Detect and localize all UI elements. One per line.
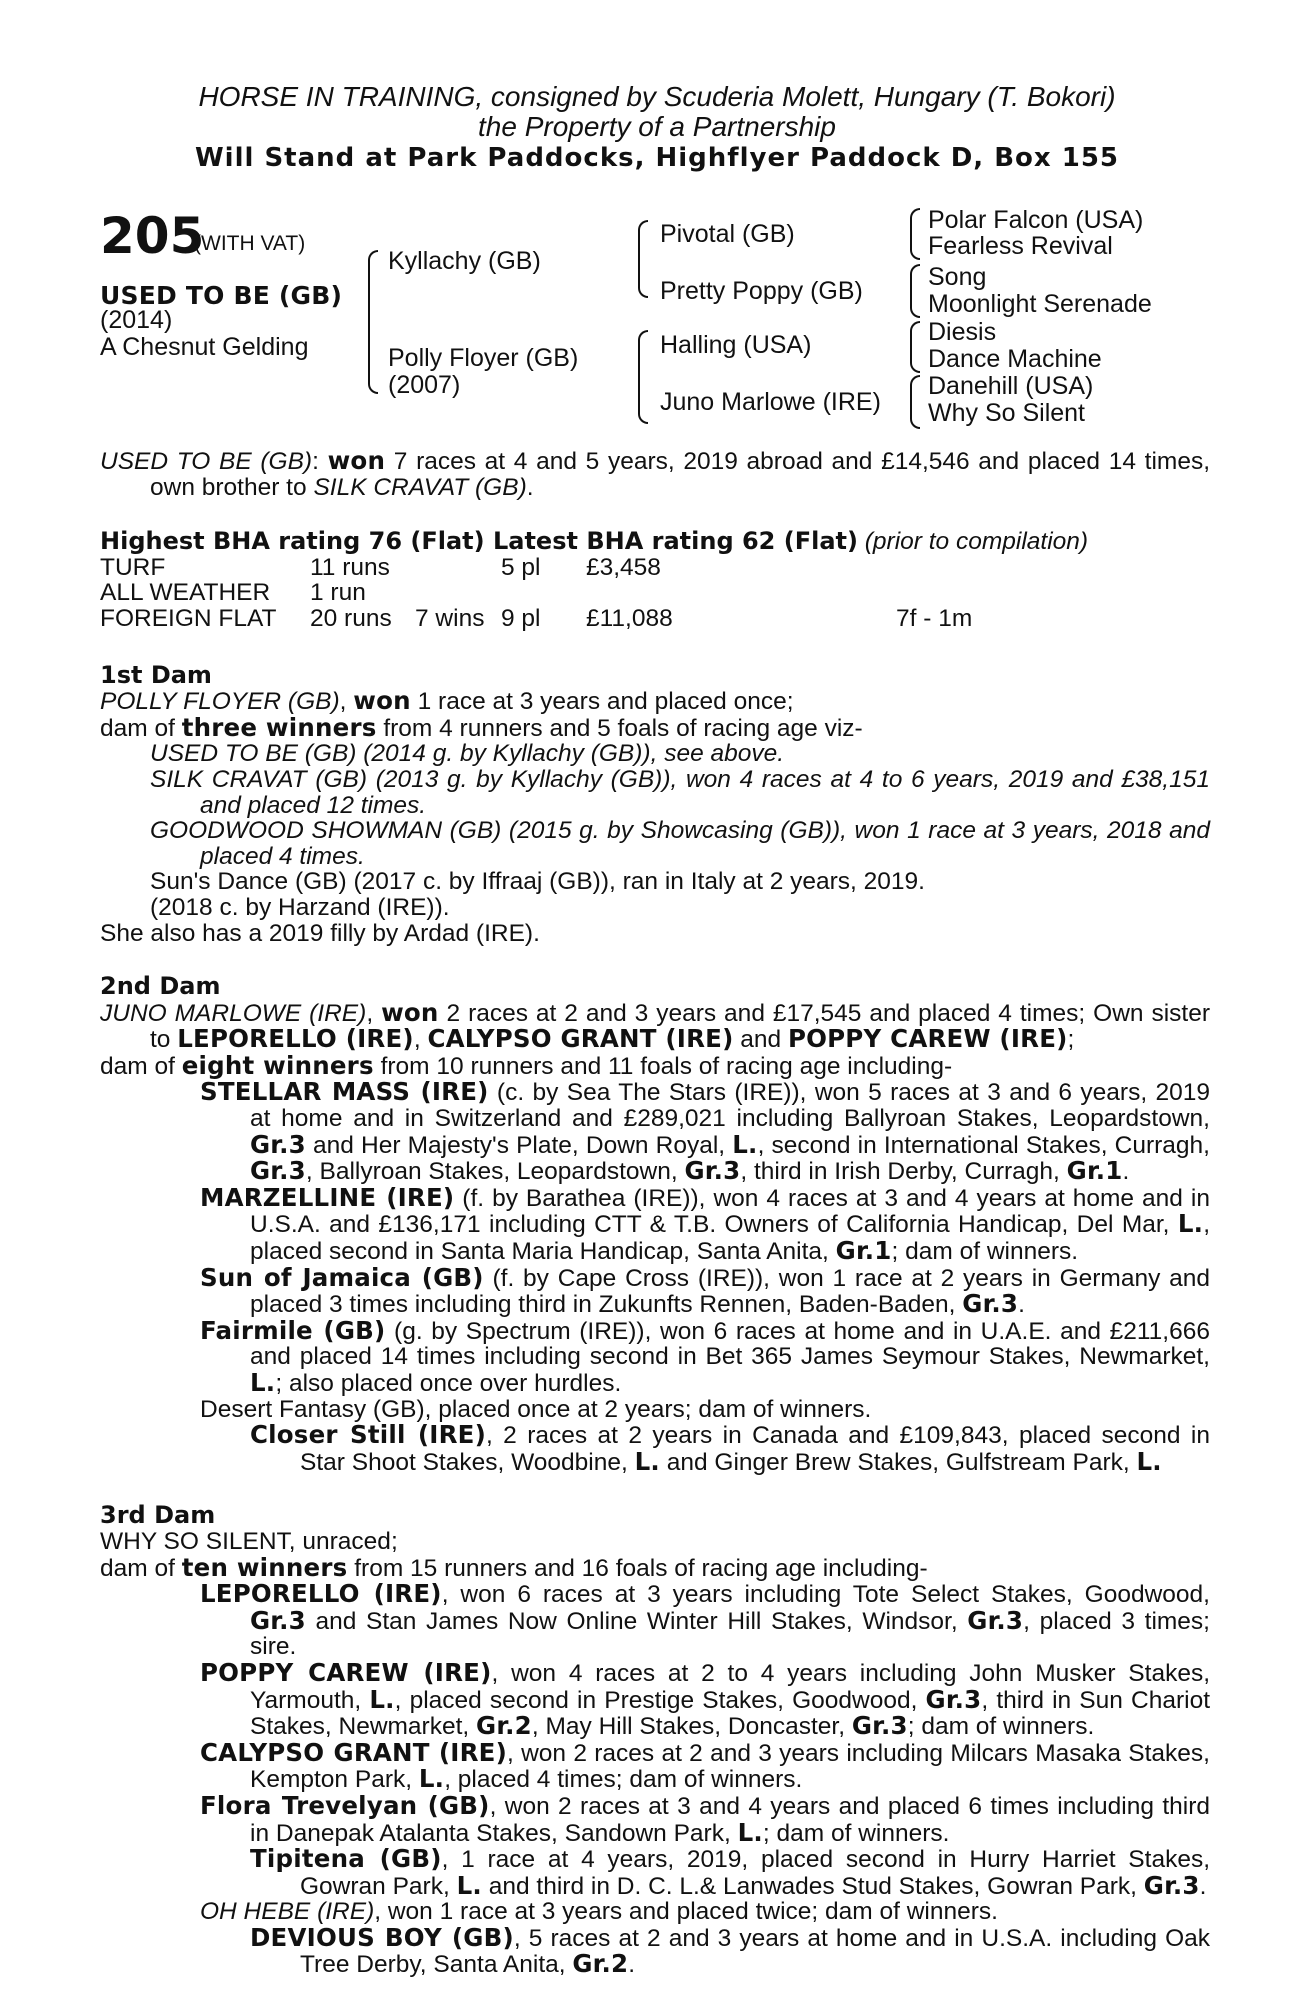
- grade: Gr.3: [250, 1129, 306, 1159]
- grade: Gr.3: [962, 1289, 1019, 1319]
- text: (f. by Barathea (IRE)), won 4 races at 3 and 4 years at home and in U.S.A. and £136,171 including CTT & T.B. Owners of California Handicap, Del Mar,: [250, 1184, 1210, 1239]
- cell-runs: 20 runs: [310, 604, 392, 632]
- sibling-2: CALYPSO GRANT (IRE): [427, 1024, 734, 1054]
- progeny-6: She also has a 2019 filly by Ardad (IRE).: [100, 919, 540, 947]
- summary-end: .: [526, 473, 534, 501]
- pedigree-ggs-1: Polar Falcon (USA): [928, 206, 1144, 234]
- text: (f. by Cape Cross (IRE)), won 1 race at 2 years in Germany and placed 3 times including third in Zukunfts Rennen, Baden-Baden,: [250, 1264, 1210, 1319]
- table-row: [100, 555, 972, 581]
- brace-6: [910, 321, 920, 373]
- text: 2 races at 2 and 3 years and £17,545 and placed 4 times; Own sister to: [150, 999, 1210, 1054]
- grade: Gr.3: [684, 1156, 741, 1186]
- text: , May Hill Stakes, Doncaster,: [531, 1713, 852, 1741]
- cell-runs: 1 run: [310, 579, 366, 607]
- pedigree-ggs-6: Dance Machine: [928, 345, 1102, 373]
- text: 1 race at 3 years and placed once;: [410, 688, 794, 716]
- text: , placed second in Santa Maria Handicap, Santa Anita,: [250, 1211, 1210, 1266]
- text: , 1 race at 4 years, 2019, placed second in Hurry Harriet Stakes, Gowran Park,: [300, 1846, 1211, 1900]
- winners-count: ten winners: [181, 1552, 348, 1582]
- grade: Gr.2: [572, 1949, 629, 1979]
- pedigree-dam-sire: Halling (USA): [660, 331, 812, 359]
- header-line-2: the Property of a Partnership: [478, 111, 836, 142]
- text: , placed 3 times; sire.: [250, 1607, 1210, 1661]
- second-dam-intro: [100, 997, 1210, 1054]
- sep: ,: [339, 688, 354, 716]
- cell-earnings: £11,088: [586, 604, 673, 632]
- text: from 15 runners and 16 foals of racing age including-: [347, 1554, 928, 1582]
- produce-poppy-carew: [100, 1657, 1211, 1741]
- cell-distance: [896, 580, 972, 606]
- grade: L.: [1136, 1446, 1162, 1476]
- text: , third in Sun Chariot Stakes, Newmarket,: [250, 1686, 1211, 1741]
- cell-placed: [501, 580, 586, 606]
- text: (g. by Spectrum (IRE)), won 6 races at home and in U.A.E. and £211,666 and placed 14 times including second in Bet 365 James Seymour Stakes, Newmarket,: [250, 1317, 1210, 1371]
- grade: L.: [369, 1684, 395, 1714]
- header-line-3: Will Stand at Park Paddocks, Highflyer Paddock D, Box 155: [194, 143, 1120, 173]
- grade: L.: [1177, 1209, 1204, 1239]
- text: .: [1018, 1291, 1025, 1319]
- brace-4: [910, 208, 920, 260]
- first-dam-heading: 1st Dam: [100, 660, 212, 689]
- race-record-table: [100, 555, 972, 632]
- produce-flora-trevelyan: [100, 1790, 1210, 1847]
- produce-oh-hebe: [100, 1899, 1210, 1925]
- winners-count: eight winners: [181, 1050, 374, 1080]
- grade: L.: [418, 1764, 445, 1794]
- text: ; dam of winners.: [762, 1819, 950, 1847]
- produce-fairmile: [100, 1315, 1210, 1397]
- lot-number: 205: [100, 207, 205, 265]
- horse-name: DEVIOUS BOY (GB): [250, 1922, 514, 1952]
- second-dam-name: JUNO MARLOWE (IRE): [100, 999, 367, 1027]
- produce-tipitena: [100, 1846, 1210, 1899]
- text: and Ginger Brew Stakes, Gulfstream Park,: [659, 1448, 1137, 1476]
- cell-placed: 9 pl: [501, 604, 541, 632]
- text: , second in International Stakes, Curragh,: [757, 1131, 1210, 1159]
- progeny-5: (2018 c. by Harzand (IRE)).: [150, 893, 450, 921]
- pedigree-dam-year: (2007): [388, 371, 461, 399]
- text: , won 2 races at 3 and 4 years and placed 6 times including third in Danepak Atalanta Stakes, Sandown Park,: [250, 1792, 1210, 1847]
- first-dam-line-1: [100, 688, 1210, 715]
- grade: Gr.2: [476, 1711, 532, 1741]
- horse-name: STELLAR MASS (IRE): [200, 1077, 489, 1107]
- text: , won 2 races at 2 and 3 years including Milcars Masaka Stakes, Kempton Park,: [250, 1739, 1210, 1794]
- catalogue-body: [100, 448, 1210, 1978]
- vat-label: (WITH VAT): [194, 232, 306, 255]
- produce-marzelline: [100, 1182, 1210, 1266]
- sep: ,: [413, 1026, 428, 1054]
- cell-surface: ALL WEATHER: [100, 579, 271, 607]
- cell-earnings: £3,458: [586, 553, 661, 581]
- text: .: [1199, 1872, 1207, 1900]
- grade: Gr.3: [851, 1711, 908, 1741]
- text: ; dam of winners.: [907, 1713, 1095, 1741]
- text: , 5 races at 2 and 3 years at home and in U.S.A. including Oak Tree Derby, Santa Anita,: [300, 1924, 1210, 1979]
- text: .: [628, 1951, 636, 1979]
- horse-name: Flora Trevelyan (GB): [200, 1790, 490, 1820]
- sep: and: [733, 1026, 788, 1054]
- brace-3: [638, 330, 648, 424]
- progeny-4: Sun's Dance (GB) (2017 c. by Iffraaj (GB)), ran in Italy at 2 years, 2019.: [150, 868, 925, 896]
- horse-name: POPPY CAREW (IRE): [200, 1657, 492, 1687]
- grade: Gr.1: [835, 1236, 892, 1266]
- horse-year: (2014): [100, 306, 173, 334]
- horse-name: Fairmile (GB): [200, 1315, 386, 1345]
- text: , 2 races at 2 years in Canada and £109,843, placed second in Star Shoot Stakes, Woodbine,: [300, 1422, 1210, 1476]
- third-dam-heading: 3rd Dam: [100, 1501, 216, 1530]
- produce-closer-still: [100, 1422, 1210, 1475]
- horse-name: CALYPSO GRANT (IRE): [200, 1737, 507, 1767]
- grade: Gr.1: [1066, 1156, 1123, 1186]
- grade: Gr.3: [1143, 1870, 1200, 1900]
- grade: L.: [732, 1129, 758, 1159]
- produce-devious-boy: [100, 1922, 1210, 1979]
- pedigree-ggs-2: Fearless Revival: [928, 232, 1113, 260]
- pedigree-ggs-4: Moonlight Serenade: [928, 290, 1152, 318]
- grade: Gr.3: [925, 1684, 982, 1714]
- horse-name: LEPORELLO (IRE): [200, 1579, 442, 1609]
- pedigree-dam-dam: Juno Marlowe (IRE): [660, 388, 881, 416]
- cell-surface: TURF: [100, 553, 166, 581]
- summary-sep: :: [312, 448, 328, 475]
- pedigree-sire-dam: Pretty Poppy (GB): [660, 277, 863, 305]
- grade: L.: [737, 1817, 763, 1847]
- brace-5: [910, 264, 920, 318]
- grade: L.: [250, 1368, 276, 1397]
- summary-horse: USED TO BE (GB): [100, 448, 313, 475]
- third-dam-produce: [100, 1552, 1210, 1582]
- won-label: won: [353, 686, 411, 716]
- brace-2: [638, 220, 648, 298]
- table-row: [100, 580, 972, 606]
- sep: ,: [366, 999, 382, 1027]
- first-dam-line-2: [100, 712, 1210, 742]
- pedigree-ggs-8: Why So Silent: [928, 399, 1086, 427]
- pedigree-ggs-3: Song: [928, 263, 987, 291]
- text: and third in D. C. L.& Lanwades Stud Stakes, Gowran Park,: [481, 1872, 1144, 1900]
- text: and Her Majesty's Plate, Down Royal,: [305, 1131, 733, 1159]
- summary-won: won: [327, 446, 386, 475]
- cell-distance: 7f - 1m: [896, 604, 973, 632]
- cell-runs: 11 runs: [310, 553, 390, 581]
- table-row: [100, 606, 972, 632]
- pedigree-dam: Polly Floyer (GB): [388, 344, 579, 372]
- pedigree-sire-sire: Pivotal (GB): [660, 220, 795, 248]
- text: .: [1122, 1158, 1130, 1186]
- text: ; also placed once over hurdles.: [275, 1370, 622, 1397]
- progeny-2: SILK CRAVAT (GB) (2013 g. by Kyllachy (GB)), won 4 races at 4 to 6 years, 2019 and £38,151 and placed 12 times.: [150, 765, 1210, 819]
- cell-distance: [896, 555, 972, 581]
- cell-wins: 7 wins: [415, 604, 485, 632]
- text: dam of: [100, 1052, 182, 1080]
- horse-name: Tipitena (GB): [250, 1844, 442, 1874]
- horse-name: Closer Still (IRE): [250, 1420, 486, 1450]
- text: , third in Irish Derby, Curragh,: [740, 1158, 1067, 1186]
- text: and Stan James Now Online Winter Hill Stakes, Windsor,: [305, 1607, 968, 1635]
- ratings-note: (prior to compilation): [857, 528, 1089, 556]
- text: , won 4 races at 2 to 4 years including John Musker Stakes, Yarmouth,: [250, 1659, 1210, 1714]
- text: , won 1 race at 3 years and placed twice; dam of winners.: [374, 1898, 998, 1926]
- brace-1: [368, 250, 378, 394]
- header-line-1: HORSE IN TRAINING, consigned by Scuderia Molett, Hungary (T. Bokori): [198, 81, 1116, 112]
- cell-wins: [415, 555, 501, 581]
- grade: L.: [456, 1870, 482, 1900]
- text: , placed 4 times; dam of winners.: [444, 1766, 803, 1794]
- third-dam-line-1: WHY SO SILENT, unraced;: [100, 1527, 398, 1555]
- cell-earnings: [586, 580, 896, 606]
- text: from 10 runners and 11 foals of racing age including-: [373, 1052, 953, 1080]
- cell-placed: 5 pl: [501, 553, 541, 581]
- won-label: won: [381, 997, 439, 1027]
- sibling-1: LEPORELLO (IRE): [177, 1024, 414, 1054]
- sep: ;: [1067, 1026, 1075, 1054]
- text: , won 6 races at 3 years including Tote Select Stakes, Goodwood,: [441, 1581, 1210, 1609]
- horse-description: A Chesnut Gelding: [100, 333, 309, 361]
- text: , Ballyroan Stakes, Leopardstown,: [305, 1158, 685, 1186]
- pedigree-ggs-5: Diesis: [928, 318, 997, 346]
- horse-name: MARZELLINE (IRE): [200, 1182, 455, 1212]
- text: ; dam of winners.: [891, 1238, 1079, 1266]
- grade: L.: [634, 1446, 660, 1476]
- grade: Gr.3: [250, 1156, 306, 1186]
- summary-paragraph: [100, 448, 1210, 500]
- brace-7: [910, 375, 920, 429]
- second-dam-produce: [100, 1050, 1210, 1080]
- text: dam of: [100, 1554, 182, 1582]
- produce-calypso-grant: [100, 1737, 1210, 1794]
- horse-name: USED TO BE (GB): [100, 281, 343, 310]
- pedigree-ggs-7: Danehill (USA): [928, 372, 1094, 400]
- second-dam-heading: 2nd Dam: [100, 972, 221, 1001]
- summary-text: 7 races at 4 and 5 years, 2019 abroad and £14,546 and placed 14 times, own brother to: [150, 448, 1211, 501]
- cell-wins: [415, 580, 501, 606]
- produce-leporello: [100, 1581, 1210, 1660]
- sibling-3: POPPY CAREW (IRE): [787, 1024, 1068, 1054]
- produce-stellar-mass: [100, 1079, 1210, 1184]
- progeny-3: GOODWOOD SHOWMAN (GB) (2015 g. by Showcasing (GB)), won 1 race at 3 years, 2018 and placed 4 times.: [150, 817, 1210, 870]
- text: from 4 runners and 5 foals of racing age viz-: [376, 714, 863, 742]
- horse-name: OH HEBE (IRE): [200, 1898, 375, 1926]
- ratings-bold: Highest BHA rating 76 (Flat) Latest BHA rating 62 (Flat): [100, 527, 858, 556]
- produce-desert-fantasy: Desert Fantasy (GB), placed once at 2 years; dam of winners.: [200, 1395, 872, 1423]
- progeny-1: USED TO BE (GB) (2014 g. by Kyllachy (GB)), see above.: [150, 740, 785, 768]
- grade: Gr.3: [967, 1605, 1024, 1635]
- pedigree-sire: Kyllachy (GB): [388, 247, 541, 275]
- summary-sibling: SILK CRAVAT (GB): [313, 473, 527, 501]
- text: dam of: [100, 714, 182, 742]
- horse-name: Sun of Jamaica (GB): [200, 1262, 484, 1292]
- text: , placed second in Prestige Stakes, Goodwood,: [394, 1686, 926, 1714]
- grade: Gr.3: [250, 1605, 306, 1635]
- first-dam-name: POLLY FLOYER (GB): [100, 688, 340, 716]
- ratings-heading: [100, 529, 1210, 555]
- cell-surface: FOREIGN FLAT: [100, 604, 277, 632]
- produce-sun-of-jamaica: [100, 1262, 1210, 1319]
- text: (c. by Sea The Stars (IRE)), won 5 races at 3 and 6 years, 2019 at home and in Switzerland and £289,021 including Ballyroan Stakes, Leopardstown,: [250, 1079, 1210, 1133]
- winners-count: three winners: [181, 712, 377, 742]
